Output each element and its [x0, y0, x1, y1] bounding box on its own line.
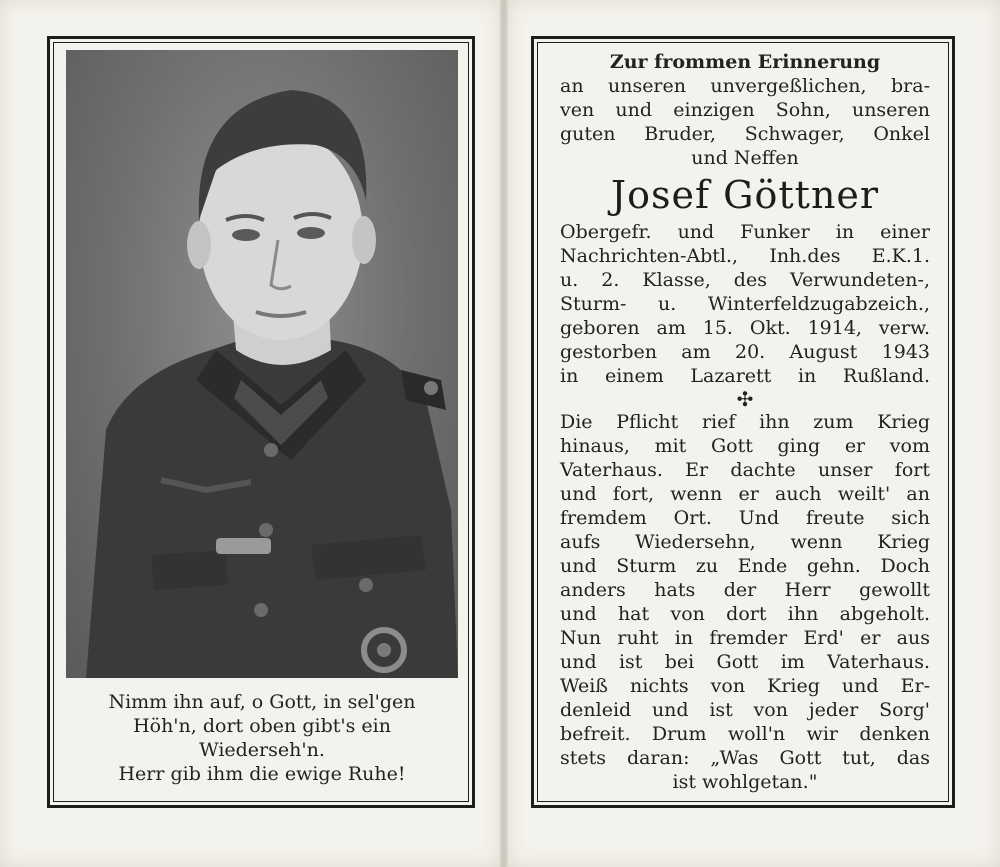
- memorial-text: [560, 50, 930, 794]
- intro-line: ven und einzigen Sohn, unseren: [560, 99, 930, 121]
- poem-line: und fort, wenn er auch weilt' an: [560, 483, 930, 505]
- intro-line: guten Bruder, Schwager, Onkel: [560, 123, 930, 145]
- details-line: gestorben am 20. August 1943: [560, 341, 930, 363]
- poem-line: und ist bei Gott im Vaterhaus.: [560, 651, 930, 673]
- poem-line: stets daran: „Was Gott tut, das: [560, 747, 930, 769]
- details-line: Nachrichten-Abtl., Inh.des E.K.1.: [560, 245, 930, 267]
- cross-icon: ✣: [736, 387, 754, 411]
- verse-line: Höh'n, dort oben gibt's ein: [133, 715, 391, 737]
- poem-line: aufs Wiedersehn, wenn Krieg: [560, 531, 930, 553]
- poem-line: anders hats der Herr gewollt: [560, 579, 930, 601]
- soldier-portrait-illustration: [66, 50, 458, 678]
- verse-line: Wiederseh'n.: [199, 739, 325, 761]
- details-line: geboren am 15. Okt. 1914, verw.: [560, 317, 930, 339]
- poem-line: fremdem Ort. Und freute sich: [560, 507, 930, 529]
- verse-line: Nimm ihn auf, o Gott, in sel'gen: [108, 691, 416, 713]
- memorial-heading: Zur frommen Erinnerung: [609, 51, 881, 73]
- details-line: in einem Lazarett in Rußland.: [560, 365, 930, 387]
- poem-line: und Sturm zu Ende gehn. Doch: [560, 555, 930, 577]
- poem-line: hinaus, mit Gott ging er vom: [560, 435, 930, 457]
- left-verse: [66, 690, 458, 786]
- poem-line: Vaterhaus. Er dachte unser fort: [560, 459, 930, 481]
- deceased-name: Josef Göttner: [610, 173, 880, 217]
- poem-line: denleid und ist von jeder Sorg': [560, 699, 930, 721]
- details-line: u. 2. Klasse, des Verwundeten-,: [560, 269, 930, 291]
- verse-line: Herr gib ihm die ewige Ruhe!: [118, 763, 406, 785]
- poem-line: ist wohlgetan.": [672, 771, 818, 793]
- portrait-photo: [66, 50, 458, 678]
- intro-line: an unseren unvergeßlichen, bra-: [560, 75, 930, 97]
- poem-line: befreit. Drum woll'n wir denken: [560, 723, 930, 745]
- poem-line: Weiß nichts von Krieg und Er-: [560, 675, 930, 697]
- card-fold: [500, 0, 508, 867]
- poem-line: Nun ruht in fremder Erd' er aus: [560, 627, 930, 649]
- poem-line: Die Pflicht rief ihn zum Krieg: [560, 411, 930, 433]
- intro-line: und Neffen: [691, 147, 799, 169]
- poem-line: und hat von dort ihn abgeholt.: [560, 603, 930, 625]
- details-line: Sturm- u. Winterfeldzugabzeich.,: [560, 293, 930, 315]
- details-line: Obergefr. und Funker in einer: [560, 221, 930, 243]
